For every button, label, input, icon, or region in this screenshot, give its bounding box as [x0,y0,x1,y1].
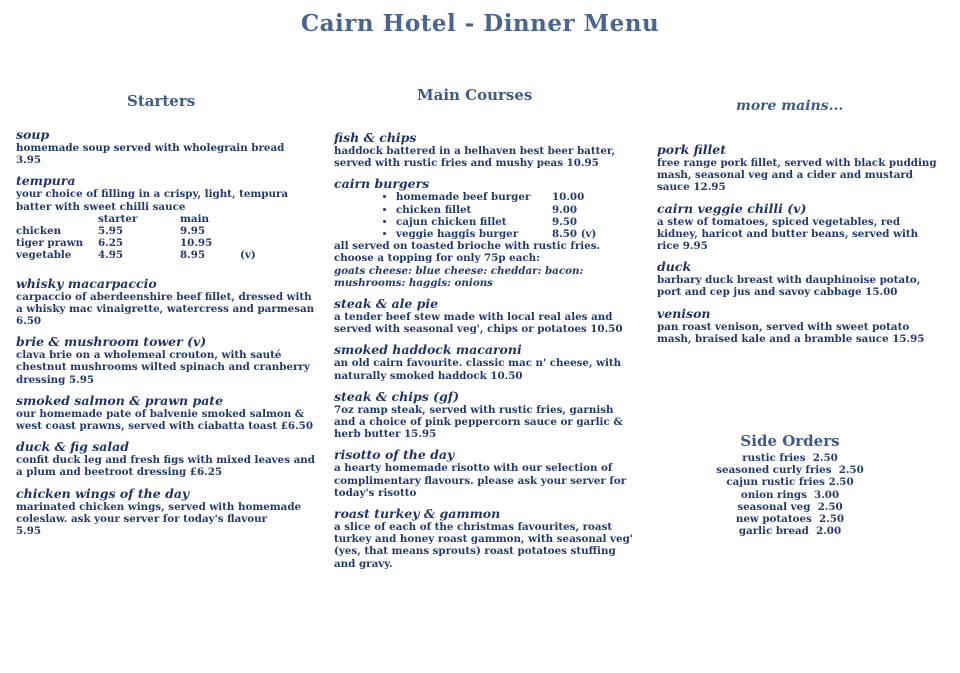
wings-item [16,486,316,538]
salmon-item [16,393,316,432]
tempura-row [16,225,256,237]
side-price: 2.50 [817,500,843,513]
side-price: 3.00 [814,488,840,501]
burger-price: 9.50 [552,215,578,228]
side-orders [690,432,890,537]
steak-chips-desc: 7oz ramp steak, served with rustic fries, garnish and a choice of pink peppercorn sauce or garlic & herb butter 15.95 [334,403,623,441]
duck-main-desc: barbary duck breast with dauphinoise potato, port and cep jus and savoy cabbage 15.00 [657,274,921,299]
row-starter: 5.95 [98,225,124,238]
salmon-desc: our homemade pate of balvenie smoked salmon & west coast prawns, served with ciabatta toast £6.50 [16,407,313,433]
burger-note-2: choose a topping for only 75p each: [334,252,540,265]
side-item [690,489,890,501]
side-item [690,476,890,488]
chilli-name: cairn veggie chilli [657,200,783,216]
brie-desc: clava brie on a wholemeal crouton, with sauté chestnut mushrooms wilted spinach and cranberry dressing 5.95 [16,349,310,386]
tempura-row [16,237,256,249]
burger-price: 8.50 [552,228,578,241]
haddock-item [334,342,636,381]
venison-desc: pan roast venison, served with sweet potato mash, braised kale and a bramble sauce 15.95 [657,320,925,345]
soup-price: 3.95 [16,154,42,167]
risotto-item [334,447,636,499]
duck-main-name: duck [657,259,692,275]
venison-name: venison [657,305,711,321]
starters-column [16,127,316,544]
side-price: 2.50 [838,464,864,477]
row-main: 8.95 [180,249,206,262]
row-main: 9.95 [180,225,206,238]
fish-desc: haddock battered in a belhaven best beer batter, served with rustic fries and mushy peas 10.95 [334,145,616,170]
row-starter: 6.25 [98,237,124,250]
burger-entry [396,228,636,240]
burgers-item [334,176,636,289]
turkey-item [334,506,636,570]
side-label: rustic fries [742,452,806,464]
burger-toppings-1: goats cheese: blue cheese: cheddar: bacon: [334,264,584,277]
starters-heading: Starters [127,92,196,110]
brie-name: brie & mushroom tower [16,334,183,350]
row-starter: 4.95 [98,249,124,262]
steak-chips-name: steak & chips [334,388,429,404]
side-label: garlic bread [738,525,809,538]
tempura-table [16,213,256,262]
burger-price: 9.00 [552,203,578,216]
burgers-name: cairn burgers [334,176,430,192]
row-item: chicken [16,225,62,238]
salmon-name: smoked salmon & prawn pate [16,392,224,408]
burger-toppings-2: mushrooms: haggis: onions [334,276,493,289]
pork-desc: free range pork fillet, served with black pudding mash, seasonal veg and a cider and mustard sauce 12.95 [657,157,937,194]
fish-name: fish & chips [334,130,417,145]
tempura-item [16,173,316,261]
duck-salad-name: duck & fig salad [16,439,129,455]
pork-item [657,142,942,194]
chilli-tag: (v) [787,200,807,216]
menu-title: Cairn Hotel - Dinner Menu [300,10,660,37]
burger-entry [396,191,636,203]
brie-tag: (v) [187,334,207,350]
wings-name: chicken wings of the day [16,485,190,501]
steak-ale-desc: a tender beef stew made with local real ales and served with seasonal veg', chips or potatoes 10.50 [334,311,623,336]
soup-desc: homemade soup served with wholegrain bread [16,142,285,154]
side-price: 2.50 [828,476,854,489]
side-price: 2.00 [816,525,842,538]
mains-column [334,130,636,577]
side-label: onion rings [740,488,807,501]
burger-note: (v) [580,228,597,241]
more-mains-heading: more mains... [736,98,844,114]
venison-item [657,306,942,345]
side-label: seasoned curly fries [716,464,832,477]
wings-desc: marinated chicken wings, served with homemade coleslaw. ask your server for today's flavour [16,500,302,525]
chilli-item [657,201,942,253]
col-starter: starter [98,212,138,225]
row-note [240,237,256,249]
row-main: 10.95 [180,237,213,250]
row-item: tiger prawn [16,237,84,250]
whisky-item [16,276,316,328]
turkey-desc: a slice of each of the christmas favourites, roast turkey and honey roast gammon, with seasonal veg' (yes, that means sprouts) roast potatoes stuffing and gravy. [334,521,633,570]
steak-chips-tag: (gf) [433,388,460,404]
burger-label: homemade beef burger [396,191,531,204]
soup-name: soup [16,127,50,142]
side-price: 2.50 [819,513,845,526]
more-mains-column [657,142,942,352]
side-label: seasonal veg [737,500,811,513]
burger-entry [396,204,636,216]
soup-item [16,127,316,166]
chilli-desc: a stew of tomatoes, spiced vegetables, red kidney, haricot and butter beans, served with rice 9.95 [657,215,919,253]
steak-ale-item [334,296,636,335]
risotto-desc: a hearty homemade risotto with our selection of complimentary flavours. please ask your server for today's risotto [334,462,627,499]
haddock-name: smoked haddock macaroni [334,342,522,358]
row-note [240,225,256,237]
whisky-name: whisky macarpaccio [16,275,157,291]
burger-note-1: all served on toasted brioche with rustic fries. [334,240,601,253]
steak-ale-name: steak & ale pie [334,296,439,312]
pork-name: pork fillet [657,142,726,157]
burger-list [334,191,636,240]
tempura-row [16,249,256,261]
side-item [690,501,890,513]
duck-main-item [657,259,942,298]
tempura-name: tempura [16,173,76,189]
mains-heading: Main Courses [417,86,533,104]
steak-chips-item [334,389,636,441]
side-label: new potatoes [735,513,812,526]
tempura-desc: your choice of filling in a crispy, light, tempura batter with sweet chilli sauce [16,188,289,213]
side-item [690,464,890,476]
burger-label: cajun chicken fillet [396,215,507,228]
row-item: vegetable [16,249,72,262]
wings-price: 5.95 [16,525,42,538]
burger-label: veggie haggis burger [396,228,519,241]
side-orders-heading: Side Orders [740,432,840,450]
side-item [690,452,890,464]
fish-item [334,130,636,169]
burger-label: chicken fillet [396,203,472,216]
haddock-desc: an old cairn favourite. classic mac n' cheese, with naturally smoked haddock 10.50 [334,357,622,382]
duck-salad-item [16,439,316,478]
side-price: 2.50 [812,452,838,464]
burger-entry [396,216,636,228]
side-label: cajun rustic fries [726,476,825,489]
side-item [690,513,890,525]
whisky-desc: carpaccio of aberdeenshire beef fillet, dressed with a whisky mac vinaigrette, watercress and parmesan 6.50 [16,290,315,328]
duck-salad-desc: confit duck leg and fresh figs with mixed leaves and a plum and beetroot dressing £6.25 [16,454,315,479]
col-main: main [180,212,209,225]
brie-item [16,334,316,386]
turkey-name: roast turkey & gammon [334,506,501,522]
side-item [690,525,890,537]
row-note: (v) [240,249,256,262]
burger-price: 10.00 [552,191,585,204]
risotto-name: risotto of the day [334,447,455,463]
